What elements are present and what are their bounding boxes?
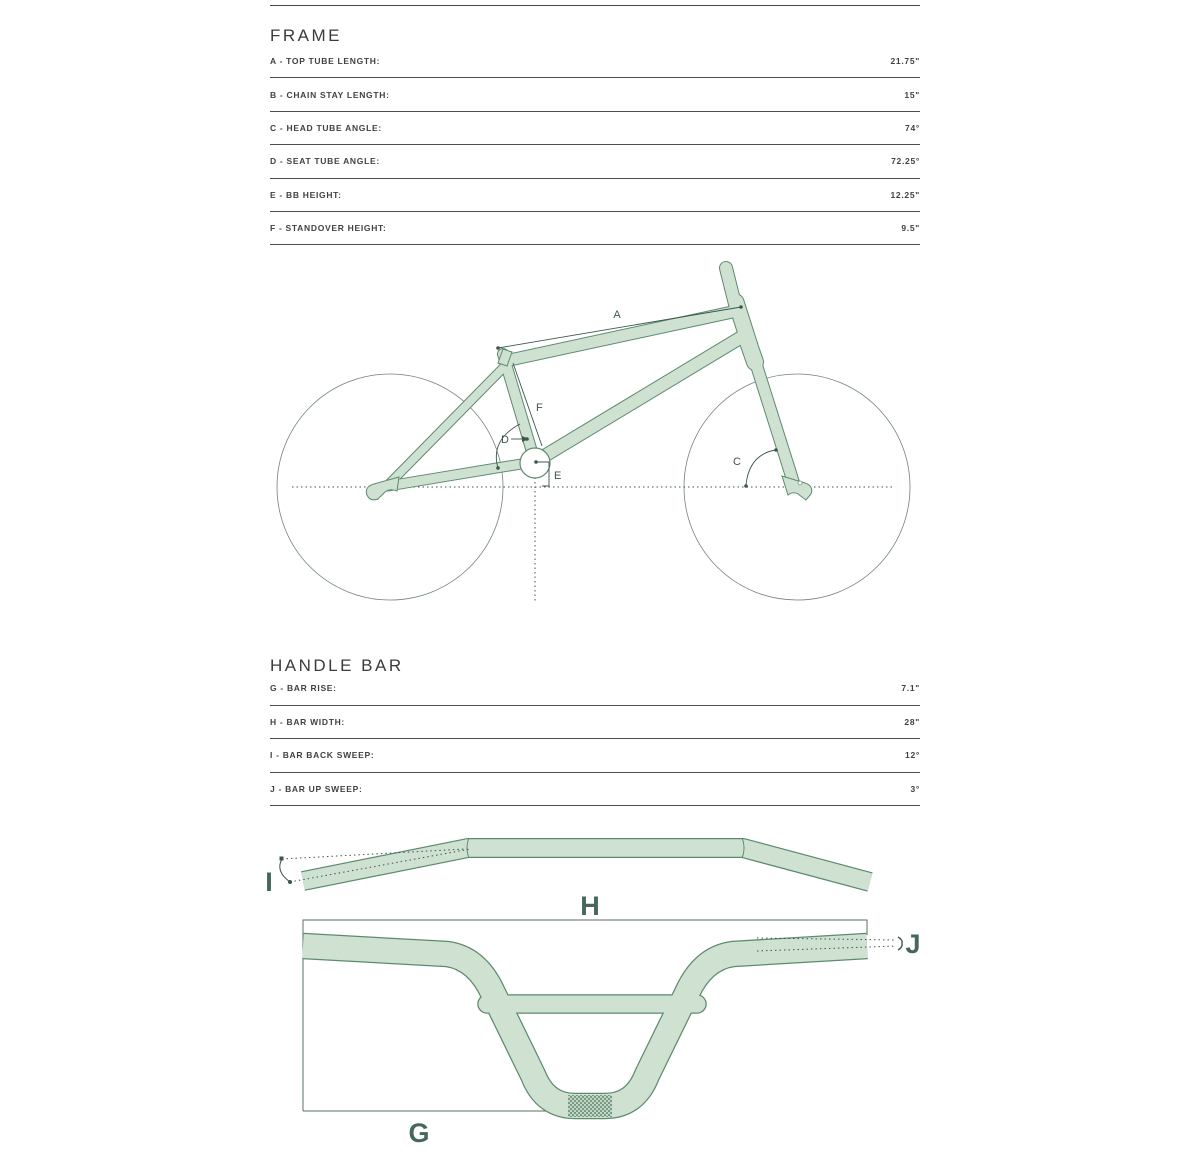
- spec-label: A - TOP TUBE LENGTH:: [270, 56, 381, 67]
- bar-front-view: [303, 946, 867, 1106]
- spec-label: H - BAR WIDTH:: [270, 716, 345, 727]
- spec-label: I - BAR BACK SWEEP:: [270, 750, 375, 761]
- spec-label: J - BAR UP SWEEP:: [270, 783, 363, 794]
- frame-label-e: E: [554, 470, 562, 482]
- spec-value: 12°: [905, 750, 920, 761]
- spec-label: E - BB HEIGHT:: [270, 189, 342, 200]
- frame-spec-table: [270, 45, 920, 245]
- handlebar-section-title: HANDLE BAR: [270, 656, 404, 675]
- table-row: [270, 179, 920, 212]
- handlebar-label-i: I: [265, 867, 273, 897]
- spec-label: F - STANDOVER HEIGHT:: [270, 223, 387, 234]
- spec-value: 74°: [905, 122, 920, 133]
- frame-diagram: [270, 250, 920, 612]
- handlebar-spec-table: [270, 672, 920, 806]
- table-row: [270, 706, 920, 740]
- table-row: [270, 672, 920, 706]
- frame-tubes: [388, 268, 793, 486]
- frame-label-f: F: [536, 402, 543, 414]
- table-row: [270, 45, 920, 78]
- frame-label-c: C: [733, 456, 741, 468]
- frame-label-a: A: [613, 309, 621, 321]
- bar-front-view-outline: [303, 946, 867, 1106]
- table-row: [270, 773, 920, 807]
- frame-section-title: FRAME: [270, 26, 342, 45]
- top-divider: [270, 5, 920, 6]
- frame-label-d: D: [501, 434, 509, 446]
- rear-dropout: [366, 477, 399, 500]
- front-axle-hole: [798, 481, 802, 485]
- spec-value: 9.5": [901, 223, 920, 234]
- spec-value: 72.25°: [891, 156, 920, 167]
- spec-value: 12.25": [890, 189, 920, 200]
- spec-value: 21.75": [890, 56, 920, 67]
- spec-label: G - BAR RISE:: [270, 683, 337, 694]
- table-row: [270, 78, 920, 111]
- handlebar-front-view-diagram: [255, 895, 935, 1175]
- spec-label: D - SEAT TUBE ANGLE:: [270, 156, 380, 167]
- knurl-texture: [568, 1095, 612, 1117]
- spec-value: 7.1": [901, 683, 920, 694]
- handlebar-label-j: J: [905, 929, 921, 959]
- table-row: [270, 112, 920, 145]
- spec-label: C - HEAD TUBE ANGLE:: [270, 122, 382, 133]
- handlebar-top-view-diagram: [255, 825, 920, 900]
- table-row: [270, 739, 920, 773]
- table-row: [270, 212, 920, 245]
- spec-value: 15": [904, 89, 920, 100]
- spec-value: 3°: [910, 783, 920, 794]
- handlebar-label-h: H: [580, 895, 600, 921]
- bar-top-view: [303, 848, 870, 882]
- spec-label: B - CHAIN STAY LENGTH:: [270, 89, 390, 100]
- table-row: [270, 145, 920, 178]
- spec-value: 28": [904, 716, 920, 727]
- handlebar-label-g: G: [408, 1118, 430, 1148]
